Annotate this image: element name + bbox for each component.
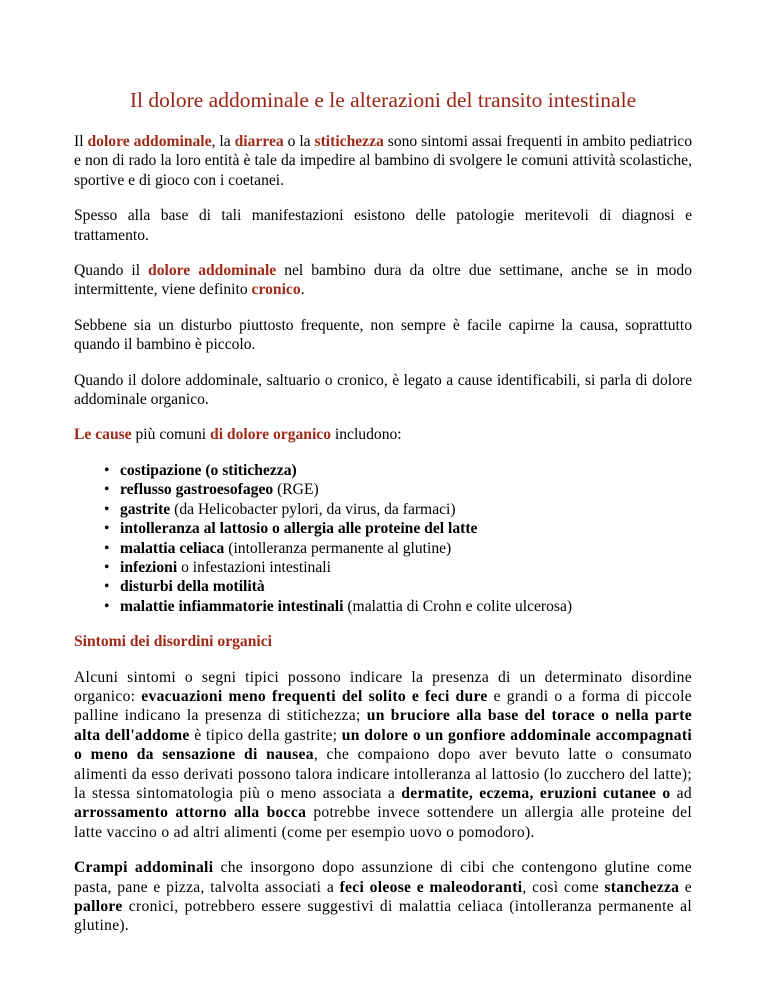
term-dolore-addominale: dolore addominale: [148, 262, 277, 280]
list-item: [104, 597, 692, 616]
bullet-icon: •: [104, 597, 110, 615]
list-item-term: malattie infiammatorie intestinali: [120, 597, 344, 615]
list-item-term: costipazione (o stitichezza): [120, 461, 297, 479]
list-item: [104, 558, 692, 577]
text: , che compaiono dopo aver bevuto latte o consumato alimenti da esso derivati possono talora indicare intolleranza al lattosio (lo zucchero del latte); la stessa sintomatologia più o meno associata a: [74, 746, 692, 802]
term-dolore-organico: di dolore organico: [210, 426, 332, 444]
list-item: [104, 461, 692, 480]
text: sono sintomi assai frequenti in ambito pediatrico e non di rado la loro entità è tale da impedire al bambino di svolgere le comuni attività scolastiche, sportive e di gioco con i coetanei.: [74, 133, 693, 189]
list-item-term: reflusso gastroesofageo: [120, 481, 274, 499]
text: Quando il: [74, 262, 149, 280]
bullet-icon: •: [104, 520, 110, 538]
text: ad: [670, 784, 692, 802]
text: nel bambino dura da oltre due settimane, anche se in modo intermittente, viene definito: [74, 262, 693, 299]
emphasis: dermatite, eczema, eruzioni cutanee o: [401, 784, 671, 802]
text: potrebbe invece sottendere un allergia alle proteine del latte vaccino o ad altri alimenti (come per esempio uovo o pomodoro).: [74, 804, 692, 841]
bullet-icon: •: [104, 558, 110, 576]
list-item-detail: (da Helicobacter pylori, da virus, da farmaci): [170, 500, 456, 518]
list-item: [104, 539, 692, 558]
list-item-detail: (malattia di Crohn e colite ulcerosa): [343, 597, 573, 615]
text: , così come: [522, 878, 605, 896]
list-item-detail: (intolleranza permanente al glutine): [224, 539, 452, 557]
term-stitichezza: stitichezza: [314, 133, 384, 150]
term-le-cause: Le cause: [74, 426, 132, 444]
text: che insorgono dopo assunzione di cibi che contengono glutine come pasta, pane e pizza, talvolta associati a: [74, 859, 692, 896]
emphasis: Crampi addominali: [74, 859, 214, 877]
emphasis: feci oleose e maleodoranti: [339, 878, 523, 896]
list-item-detail: (RGE): [273, 481, 319, 499]
paragraph-intro: [74, 132, 692, 190]
text: Il: [74, 133, 88, 150]
list-item: [104, 500, 692, 519]
text: più comuni: [131, 426, 211, 444]
list-item-term: disturbi della motilità: [120, 578, 265, 596]
bullet-icon: •: [104, 461, 110, 479]
emphasis: stanchezza: [604, 878, 680, 896]
section-heading-sintomi: Sintomi dei disordini organici: [74, 633, 272, 651]
term-cronico: cronico: [251, 281, 301, 299]
bullet-icon: •: [104, 578, 110, 596]
text: cronici, potrebbero essere suggestivi di malattia celiaca (intolleranza permanente al glutine).: [74, 898, 692, 935]
paragraph-4: Sebbene sia un disturbo piuttosto frequente, non sempre è facile capirne la causa, soprattutto quando il bambino è piccolo.: [74, 316, 692, 354]
paragraph-symptoms: [74, 668, 692, 843]
bullet-icon: •: [104, 481, 110, 499]
list-item: [104, 480, 692, 499]
list-item-detail: o infestazioni intestinali: [177, 558, 331, 576]
list-item-term: gastrite: [120, 500, 171, 518]
list-item-term: malattia celiaca: [120, 539, 225, 557]
text: .: [300, 281, 305, 299]
bullet-icon: •: [104, 500, 110, 518]
paragraph-3: [74, 261, 692, 300]
list-item: [104, 577, 692, 596]
list-item-term: infezioni: [120, 558, 178, 576]
text: e: [679, 878, 693, 896]
emphasis: un dolore o un gonfiore addominale accompagnati o meno da sensazione di nausea: [74, 726, 692, 764]
paragraph-2: Spesso alla base di tali manifestazioni esistono delle patologie meritevoli di diagnosi e trattamento.: [74, 207, 692, 244]
emphasis: evacuazioni meno frequenti del solito e feci dure: [141, 687, 488, 705]
paragraph-causes-intro: [74, 425, 692, 444]
bullet-icon: •: [104, 539, 110, 557]
document-title: Il dolore addominale e le alterazioni del transito intestinale: [129, 88, 637, 112]
text: Alcuni sintomi o segni tipici possono indicare la presenza di un determinato disordine organico:: [74, 668, 692, 705]
text: e grandi o a forma di piccole palline indicano la presenza di stitichezza;: [74, 687, 692, 725]
document-body: [74, 132, 692, 952]
emphasis: un bruciore alla base del torace o nella parte alta dell'addome: [74, 707, 692, 744]
list-item: [104, 519, 692, 538]
term-diarrea: diarrea: [234, 133, 284, 150]
paragraph-celiac: [74, 858, 692, 936]
term-dolore-addominale: dolore addominale: [87, 133, 212, 150]
paragraph-5: Quando il dolore addominale, saltuario o cronico, è legato a cause identificabili, si parla di dolore addominale organico.: [74, 371, 692, 409]
list-item-term: intolleranza al lattosio o allergia alle proteine del latte: [120, 520, 478, 538]
emphasis: arrossamento attorno alla bocca: [74, 804, 307, 822]
text: o la: [283, 133, 315, 150]
text: , la: [211, 133, 235, 150]
text: è tipico della gastrite;: [189, 726, 342, 744]
text: includono:: [331, 426, 402, 444]
emphasis: pallore: [74, 898, 123, 915]
causes-list: [74, 461, 692, 616]
